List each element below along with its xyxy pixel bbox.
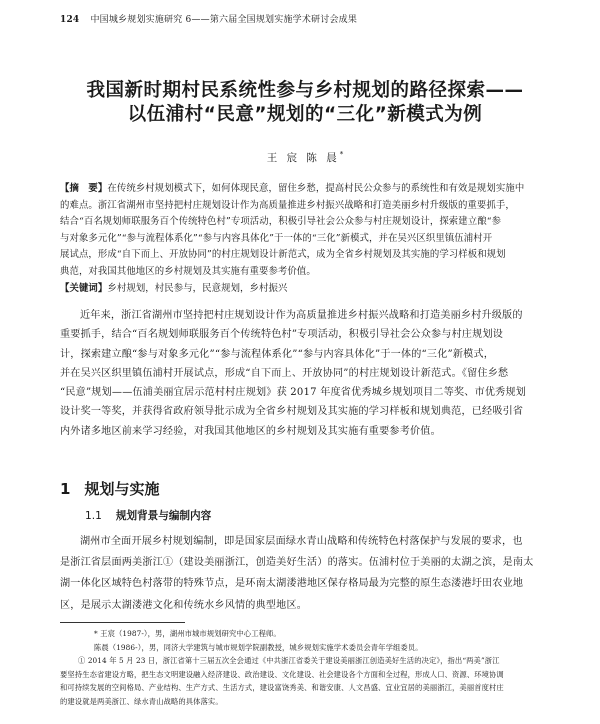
keywords-label: 【关键词】 <box>60 282 108 294</box>
paragraph-line: 湖一体化区域特色村落带的特殊节点，是环南太湖溇港地区保存格局最为完整的原生态溇港圩田农业地 <box>60 578 524 590</box>
footnote-line: * 王宸（1987-），男，湖州市城市规划研究中心工程师。 <box>94 629 281 638</box>
paragraph-line: 并在吴兴区织里镇伍浦村开展试点，形成“自下而上、开放协同”的村庄规划设计新范式。《留住乡愁 <box>60 367 509 379</box>
footnote-line: 陈晨（1986-），男，同济大学建筑与城市规划学院副教授，城乡规划实施学术委员会青年学组委员。 <box>94 642 423 652</box>
paper-title-line-2: 以伍浦村“民意”规划的“三化”新模式为例 <box>127 104 483 125</box>
keywords-text: 乡村规划，村民参与，民意规划，乡村振兴 <box>107 282 288 294</box>
author-footnote-mark: * <box>339 150 344 159</box>
paragraph-line: 区，是展示太湖溇港文化和传统水乡风情的典型地区。 <box>60 599 308 611</box>
running-header <box>60 12 560 25</box>
paragraph-line: 近年来，浙江省湖州市坚持把村庄规划设计作为高质量推进乡村振兴战略和打造美丽乡村升级版的 <box>80 310 523 321</box>
footnote-line: 和可持续发展的空间格局、产业结构、生产方式、生活方式，建设富饶秀美、和谐安康、人文昌盛、宜业宜居的美丽浙江，美丽首度村庄 <box>60 683 504 693</box>
section-heading <box>60 478 159 499</box>
intro-paragraph <box>60 306 552 441</box>
paper-title-line-1: 我国新时期村民系统性参与乡村规划的路径探索—— <box>86 80 524 101</box>
abstract-label: 【摘 要】 <box>60 183 108 194</box>
paragraph-line: 计，探索建立酿“参与对象多元化”“参与流程体系化”“参与内容具体化”于一体的“三化”新模式， <box>60 348 495 360</box>
abstract-line: 【摘 要】在传统乡村规划模式下，如何体现民意，留住乡愁，提高村民公众参与的系统性和有效是规划实施中 <box>60 183 525 194</box>
subsection-number: 1.1 <box>85 510 102 522</box>
abstract-line: 典范，对我国其他地区的乡村规划及其实施有重要参考价值。 <box>60 265 316 277</box>
paragraph-line: 设计奖一等奖，并获得省政府领导批示成为全省乡村规划及其实施的学习样板和规划典范，已经吸引省 <box>60 406 524 418</box>
section-title: 规划与实施 <box>84 480 160 498</box>
footnotes <box>60 627 552 709</box>
page-number: 124 <box>60 15 80 25</box>
abstract <box>60 181 552 297</box>
paragraph-line: 湖州市全面开展乡村规划编制，即是国家层面绿水青山战略和传统特色村落保护与发展的要求，也 <box>80 536 523 547</box>
keywords <box>60 281 552 298</box>
abstract-line: 的难点。浙江省湖州市坚持把村庄规划设计作为高质量推进乡村振兴战略和打造美丽乡村升级版的重要抓手， <box>60 199 515 211</box>
abstract-line: 结合“百名规划师联服务百个传统特色村”专项活动，积极引导社会公众参与村庄规划设计，探索建立酿“参 <box>60 216 502 228</box>
author-names: 王 宸 陈 晨 <box>266 152 340 164</box>
footnote-line: 要坚持生态省建设方略，把生态文明建设融入经济建设、政治建设、文化建设、社会建设各个方面和全过程，形成人口、资源、环境协调 <box>60 669 504 679</box>
section-number: 1 <box>60 480 71 498</box>
paragraph-line: 重要抓手，结合“百名规划师联服务百个传统特色村”专项活动，积极引导社会公众参与村庄规划设 <box>60 329 504 341</box>
paragraph-line: 是浙江省层面两美浙江①（建设美丽浙江，创造美好生活）的落实。伍浦村位于美丽的太湖之滨，是南太 <box>60 557 534 569</box>
abstract-line: 展试点，形成“自下而上、开放协同”的村庄规划设计新范式，成为全省乡村规划及其实施的学习样板和规划 <box>60 249 506 261</box>
subsection-title: 规划背景与编制内容 <box>115 510 212 522</box>
running-title: 中国城乡规划实施研究 6——第六届全国规划实施学术研讨会成果 <box>90 15 358 25</box>
paragraph-line: “民意”规划——伍浦美丽宜居示范村村庄规划》获 2017 年度省优秀城乡规划项目二等奖、市优秀规划 <box>60 387 527 399</box>
paragraph-line: 内外诸多地区前来学习经验，对我国其他地区的乡村规划及其实施有重要参考价值。 <box>60 425 441 437</box>
section-paragraph <box>60 531 552 616</box>
abstract-line: 与对象多元化”“参与流程体系化”“参与内容具体化”于一体的“三化”新模式，并在吴兴区织里镇伍浦村开 <box>60 232 493 244</box>
footnote-divider <box>60 622 185 623</box>
subsection-heading <box>85 508 211 523</box>
footnote-line: 的建设就是两美浙江、绿水青山战略的具体落实。 <box>60 696 223 706</box>
footnote-line: ① 2014 年 5 月 23 日，浙江省第十三届五次全会通过《中共浙江省委关于建设美丽浙江创造美好生活的决定》，指出“两美”浙江 <box>78 656 500 666</box>
author-line <box>60 150 550 165</box>
